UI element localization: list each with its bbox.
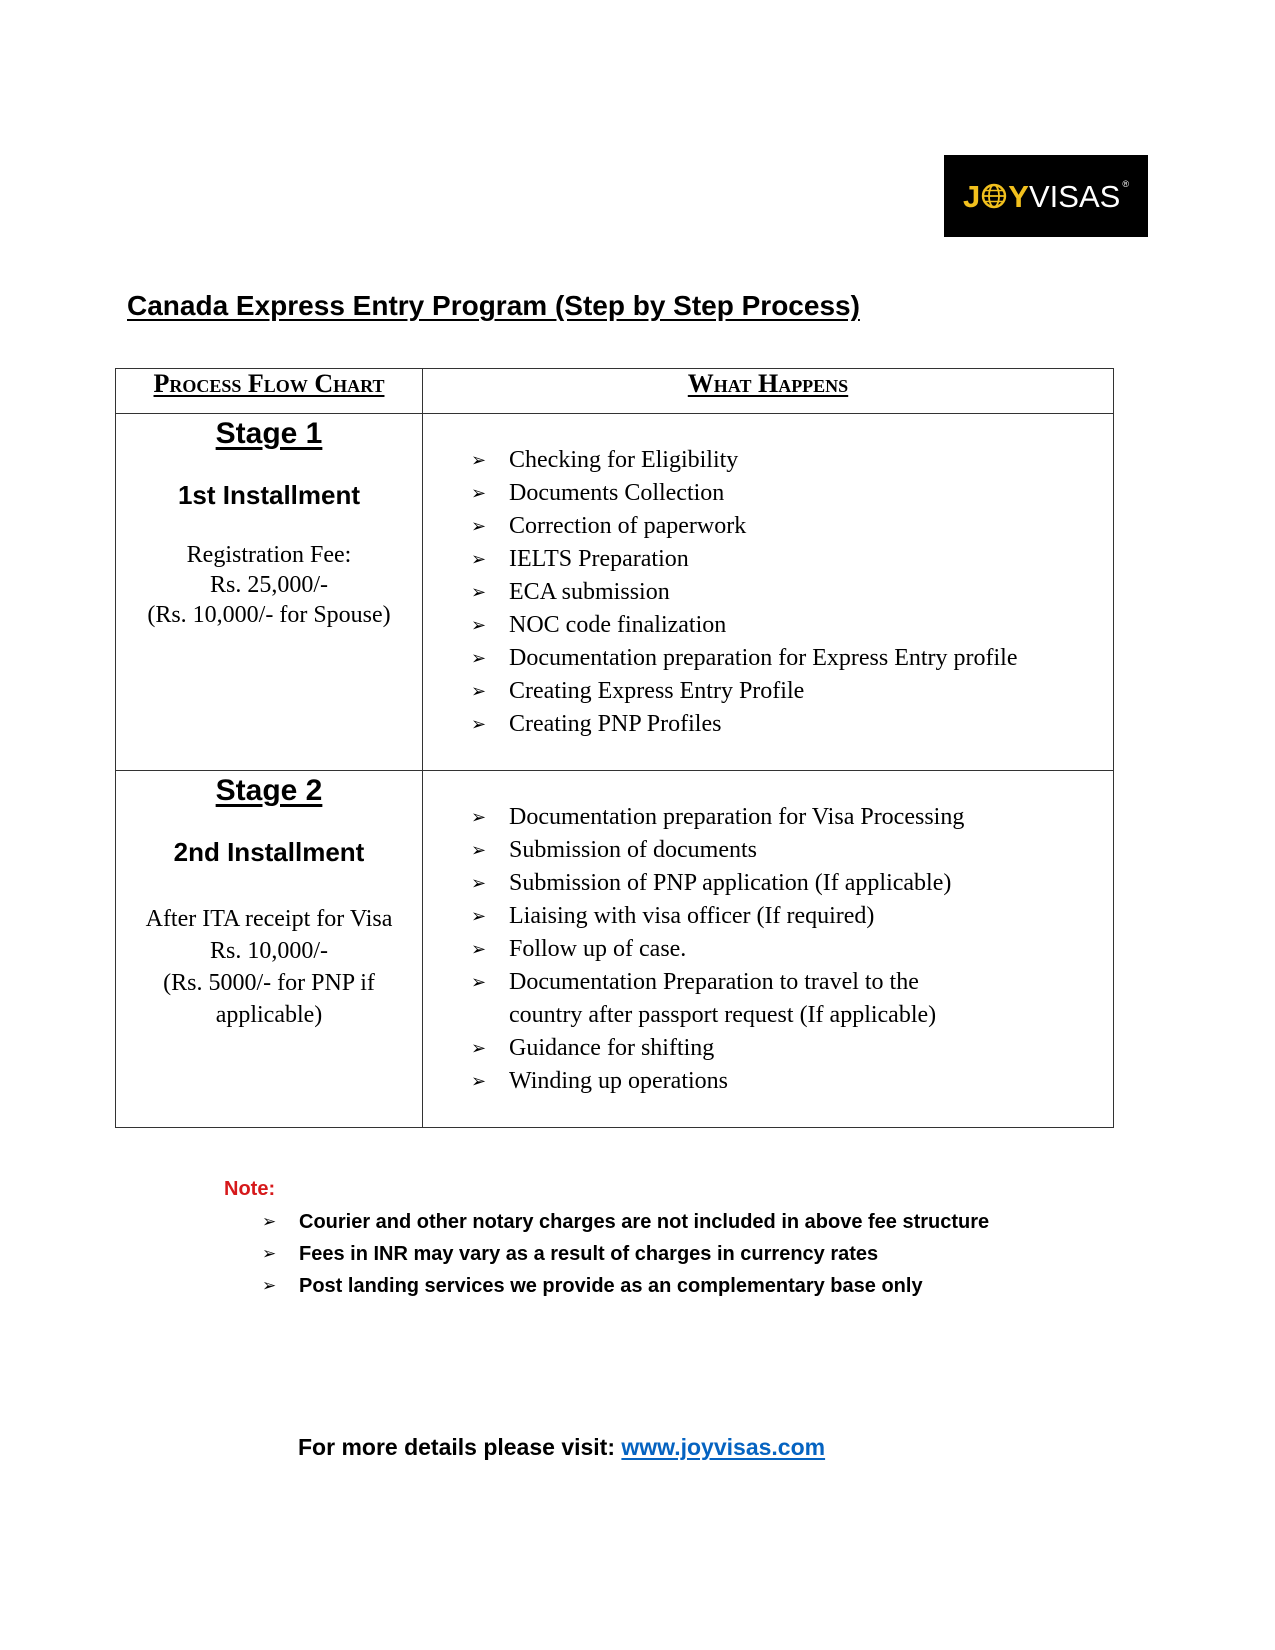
step-text: Documentation preparation for Express Entry profile bbox=[509, 645, 1018, 671]
arrow-bullet-icon: ➢ bbox=[471, 549, 487, 570]
fee-line: (Rs. 5000/- for PNP if applicable) bbox=[163, 970, 375, 1028]
step-text: IELTS Preparation bbox=[509, 546, 689, 572]
step-text: Liaising with visa officer (If required) bbox=[509, 903, 875, 929]
list-item bbox=[471, 1032, 1113, 1065]
stage-2-title: Stage 2 bbox=[215, 774, 323, 807]
list-item bbox=[471, 708, 1113, 741]
list-item bbox=[471, 834, 1113, 867]
step-text: Guidance for shifting bbox=[509, 1035, 715, 1061]
list-item bbox=[262, 1238, 989, 1270]
step-text: Submission of PNP application (If applicable) bbox=[509, 870, 952, 896]
step-text: Submission of documents bbox=[509, 837, 758, 863]
arrow-bullet-icon: ➢ bbox=[471, 972, 487, 993]
step-text: Creating Express Entry Profile bbox=[509, 678, 805, 704]
page-title: Canada Express Entry Program (Step by Step Process) bbox=[127, 290, 860, 321]
arrow-bullet-icon: ➢ bbox=[471, 906, 487, 927]
stage-1-summary bbox=[116, 414, 423, 771]
list-item bbox=[471, 642, 1113, 675]
arrow-bullet-icon: ➢ bbox=[471, 681, 487, 702]
arrow-bullet-icon: ➢ bbox=[262, 1244, 277, 1264]
list-item bbox=[471, 801, 1113, 834]
list-item bbox=[262, 1206, 989, 1238]
fee-line: Rs. 25,000/- bbox=[209, 572, 328, 598]
arrow-bullet-icon: ➢ bbox=[471, 450, 487, 471]
logo-letter-y: Y bbox=[1008, 178, 1029, 214]
arrow-bullet-icon: ➢ bbox=[471, 840, 487, 861]
note-text: Post landing services we provide as an complementary base only bbox=[299, 1275, 923, 1297]
stage-row-1 bbox=[116, 414, 1114, 771]
arrow-bullet-icon: ➢ bbox=[471, 1071, 487, 1092]
arrow-bullet-icon: ➢ bbox=[471, 939, 487, 960]
logo-letter-j: J bbox=[963, 178, 981, 214]
list-item bbox=[471, 966, 1113, 1032]
arrow-bullet-icon: ➢ bbox=[471, 873, 487, 894]
arrow-bullet-icon: ➢ bbox=[471, 807, 487, 828]
globe-icon bbox=[981, 183, 1007, 209]
arrow-bullet-icon: ➢ bbox=[471, 615, 487, 636]
step-text: Creating PNP Profiles bbox=[509, 711, 722, 737]
list-item bbox=[471, 933, 1113, 966]
arrow-bullet-icon: ➢ bbox=[471, 483, 487, 504]
stage-2-installment: 2nd Installment bbox=[173, 837, 365, 867]
logo-visas: VISAS bbox=[1028, 178, 1121, 214]
list-item bbox=[471, 444, 1113, 477]
registered-mark: ® bbox=[1122, 178, 1129, 189]
fee-line: Rs. 10,000/- bbox=[209, 938, 328, 964]
arrow-bullet-icon: ➢ bbox=[471, 1038, 487, 1059]
joyvisas-logo bbox=[944, 155, 1148, 237]
arrow-bullet-icon: ➢ bbox=[262, 1212, 277, 1232]
list-item bbox=[471, 1065, 1113, 1098]
step-text: NOC code finalization bbox=[509, 612, 727, 638]
arrow-bullet-icon: ➢ bbox=[471, 714, 487, 735]
stage-1-fee bbox=[116, 540, 422, 630]
list-item bbox=[471, 543, 1113, 576]
stage-2-steps bbox=[423, 771, 1114, 1128]
note-text: Fees in INR may vary as a result of charges in currency rates bbox=[299, 1243, 879, 1265]
stage-row-2 bbox=[116, 771, 1114, 1128]
website-link[interactable]: www.joyvisas.com bbox=[621, 1434, 826, 1460]
list-item bbox=[471, 867, 1113, 900]
list-item bbox=[471, 609, 1113, 642]
step-text: Documentation Preparation to travel to the country after passport request (If applicable) bbox=[509, 969, 937, 1028]
list-item bbox=[471, 900, 1113, 933]
arrow-bullet-icon: ➢ bbox=[471, 582, 487, 603]
arrow-bullet-icon: ➢ bbox=[471, 648, 487, 669]
stage-1-title: Stage 1 bbox=[215, 417, 323, 450]
list-item bbox=[471, 510, 1113, 543]
fee-line: (Rs. 10,000/- for Spouse) bbox=[147, 602, 391, 628]
step-text: Documents Collection bbox=[509, 480, 725, 506]
header-what-happens: What Happens bbox=[423, 369, 1114, 414]
step-text: Follow up of case. bbox=[509, 936, 687, 962]
arrow-bullet-icon: ➢ bbox=[471, 516, 487, 537]
step-text: Checking for Eligibility bbox=[509, 447, 739, 473]
footer bbox=[298, 1434, 825, 1461]
table-header-row bbox=[116, 369, 1114, 414]
note-label: Note: bbox=[224, 1178, 276, 1200]
list-item bbox=[471, 576, 1113, 609]
process-table bbox=[115, 368, 1114, 1128]
step-text: Correction of paperwork bbox=[509, 513, 747, 539]
list-item bbox=[471, 675, 1113, 708]
list-item bbox=[471, 477, 1113, 510]
step-text: ECA submission bbox=[509, 579, 670, 605]
header-process-flow-chart: Process Flow Chart bbox=[116, 369, 423, 414]
fee-line: After ITA receipt for Visa bbox=[145, 906, 393, 932]
note-text: Courier and other notary charges are not included in above fee structure bbox=[299, 1211, 990, 1233]
arrow-bullet-icon: ➢ bbox=[262, 1276, 277, 1296]
step-text: Documentation preparation for Visa Processing bbox=[509, 804, 965, 830]
list-item bbox=[262, 1270, 989, 1302]
fee-line: Registration Fee: bbox=[186, 542, 352, 568]
footer-text: For more details please visit: bbox=[298, 1434, 616, 1460]
stage-1-installment: 1st Installment bbox=[177, 480, 361, 510]
step-text: Winding up operations bbox=[509, 1068, 728, 1094]
note-list bbox=[262, 1206, 989, 1302]
stage-1-steps bbox=[423, 414, 1114, 771]
stage-2-fee bbox=[116, 903, 422, 1031]
stage-2-summary bbox=[116, 771, 423, 1128]
